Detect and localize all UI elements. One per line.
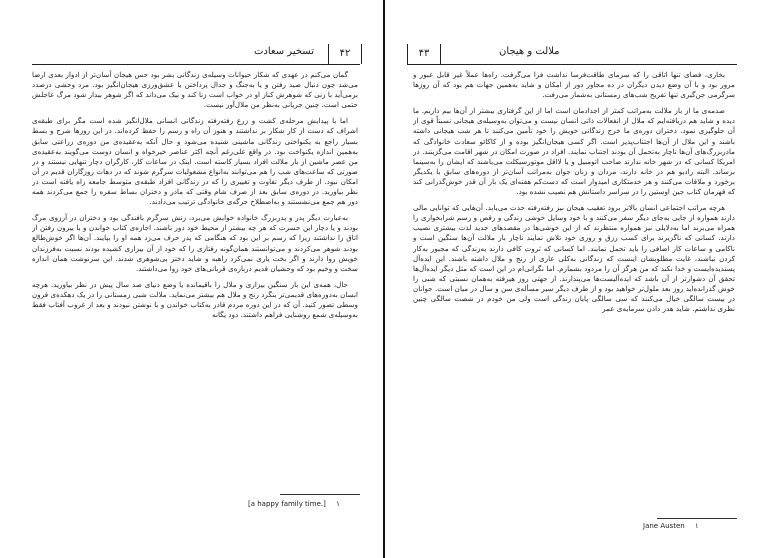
paragraph: گمان می‌کنم در عهدی که شکار حیوانات وسیله‌ی زندگانی بشر بود حس هیجان آسان‌تر از ادوار بعدی ارضا می‌شد چون دنبال صید رفتن و یا به‌جنگ و جدال پرداختن یا عشق‌ورزی هیجان‌انگیز بود. مرد وحشی درصدد برمی‌آید با زنی که شوهرش کنار او در خواب است زنا کند و نیک می‌داند که اگر شوهر بیدار شود مرگ عاجلش حتمی است. چنین جریانی به‌نظر من ملال‌آور نیست. [32, 70, 358, 110]
right-running-header [407, 44, 737, 65]
left-page-number: ۴۲ [328, 44, 362, 64]
footnote-number: ۱ [336, 500, 340, 508]
footnote-text: [a happy family time.] [248, 500, 326, 508]
paragraph: هرچه مراتب اجتماعی انسان بالاتر برود تعقیب هیجان نیز رفته‌رفته حدت می‌یابد. آن‌هایی که توانایی مالی دارند همواره از جایی به‌جای دیگر سفر می‌کنند و با خود وسایل خوشی زندگی و رقص و رسم شرابخواری را همراه می‌برند اما به‌دلایلی نیز همواره منتظرند که از این خوشی‌ها در مقصدهای جدید لذت بیشتری نصیب دارند. کسانی که ناگزیرند برای کسب رزق و روزی خود تلاش نمایند ناچار بار ملالت آن‌ها سنگین است و ناکامی و ساعات کار اضافی را باید تحمل نمایند. اما کسانی که ثروت کافی دارند به‌زندگی که مجبور به‌کار کردن نباشند، غایت مطلوبشان اینست که زندگانی به‌کلی عاری از رنج و ملال داشته باشند. این ایده‌آل پسندیده‌ایست و خدا نکند که من هرگز آن را مردود بشمارم. اما نگرانی‌ام در این است که مثل دیگر ایده‌آل‌ها تحقق آن دشوارتر از آن باشد که ایده‌آلیست‌ها می‌پندارند. از جهتی روز هیرفته به‌همان نسبتی که شبی را خوش گذرانده‌اید روز بعد ملول‌تر خواهید بود و از طرف دیگر سیر مسأله‌ی سن و سال در میان است. جوانان در بیست سالگی خیال می‌کنند که سی سالگی پایان زندگی است ولی من خودم در شصت سالگی چنین نظری نداشتم. شاید هدر دادن سرمایه‌ی عمر [413, 203, 735, 314]
footnote-text: Jane Austen [643, 522, 685, 530]
paragraph: حال، همه‌ی این بار سنگین بیزاری و ملال را باقیمانده یا وضع دنیای صد سال پیش در نظر بیاورید. هرچه انسان به‌دوره‌های قدیمی‌تر بنگرد رنج و ملال هم بیشتر می‌نماید. ملالت شبی زمستانی را در یک دهکده‌ی قرون وسطی تصور کنید. آن که در این دوره مردم قادر به‌کتاب خواندن و یا نوشتن نبودند و بعد از غروب آفتاب فقط به‌وسیله‌ی شمع روشنایی فراهم داشتند. دود یگانه [32, 279, 358, 320]
right-header-title: ملالت و هیجان [499, 46, 560, 57]
left-footnote [248, 499, 340, 509]
right-page [385, 0, 768, 558]
footnote-divider [657, 518, 737, 519]
left-page [0, 0, 383, 558]
paragraph: اما با پیدایش مرحله‌ی کشت و زرع رفته‌رفته زندگانی انسانی ملال‌انگیز شده است مگر برای طبقه‌ی اشراف که دست از کار شکار بر نداشتند و هنوز آن راه و رسم را حفظ کرده‌اند. در این روزها شرح و بسط بسیار راجع به یکنواختی زندگانی ماشینی شنیده می‌شود و حال آنکه به‌عقیده‌ی من دوره‌ی زراعتی سابق به‌همین اندازه یکنواخت بود. در واقع علی‌رغم آنچه اکثر عناصر خیرخواه و انسان دوست می‌گویند به‌عقیده‌ی من عصر ماشین از بار ملالت افراد بسیار کاسته است. اینک در ساعات کار، کارگران دچار تنهایی نیستند و در صورتی که ساعت‌های شب را هم می‌توانند به‌انواع مشغولیات سرگرم شوند که در دهات روزگاران قدیم در آن امکان نبود. از طرف دیگر تفاوت و تغییری را که در زندگانی افراد طبقه‌ی متوسط جامعه راه یافته است در نظر بیاورید. در دوره‌ی سابق بعد از صرف شام وقتی که مادر و دختران بساط سفره را جمع می‌کردند همه دور هم جمع می‌نشستند و به‌اصطلاح جرگه‌ی خانوادگی ترتیب می‌دادند. [32, 116, 358, 207]
paragraph: به‌عبارت دیگر پدر و پدربزرگ خانواده خوابش می‌برد، زنش سرگرم بافندگی بود و دختران در آرزوی مرگ بودند و یا دچار این حسرت که هر چه بیشتر از محیط خود دور باشند. اجازه‌ی کتاب خواندن و یا بیرون رفتن از اتاق را نداشتند زیرا که رسم بر این بود که هنگامی که پدر حرف می‌زد همه او را بپایند. آن‌ها اگر خوش‌طالع بودند شوهر می‌کردند و می‌توانستند همان‌گونه رفتاری را که خود از آن بیزاری کشیده بودند نسبت به‌فرزندان خویش روا دارند و اگر بخت یاری نمی‌کرد راهبه و شاید دختر بی‌شوهری شدند. این سرنوشت همان اندازه سخت و وخیم بود که وحشیان قدیم درباره‌ی قربانی‌های خود روا می‌داشتند. [32, 213, 358, 273]
footnote-divider [280, 494, 360, 495]
paragraph: بخاری، فضای تنها اتاقی را که سرمای طاقت‌فرسا نداشت فرا می‌گرفت. راه‌ها عملاً غیر قابل عبور و مرور بود و با آن وضع دیدن دیگران در ده مجاور دور از امکان و شاید به‌همین جهات هم بود که آن روزها سرگرمی جن‌گیری تنها تفریح شب‌های زمستانی به‌شمار می‌رفت. [413, 70, 735, 100]
left-running-header [32, 44, 360, 65]
right-body-text [413, 70, 735, 510]
left-header-title: تسخیر سعادت [254, 46, 314, 57]
right-footnote [643, 521, 699, 531]
right-page-number: ۴۳ [407, 44, 441, 64]
left-body-text [32, 70, 358, 465]
paragraph: صدمه‌ی ما از بار ملالت به‌مراتب کمتر از اجدادمان است اما از این گرفتاری بیشتر از آن‌ها بیم داریم. ما دیده و شاید هم دریافته‌ایم که ملال از انفعالات ذاتی انسان نیست و می‌توان به‌وسیله‌ی هیجانی نسبتاً قوی از آن جلوگیری نمود. دختران دوره‌ی ما خرج زندگانی خویش را خود تأمین می‌کنند تا هر شب هیجانی داشته باشند و این ملال از آن‌ها اجتناب‌پذیر است. اگر کسی هیجان‌انگیز بوده و از کاکائو سعادت خانوادگی که مادربزرگ‌های آن‌ها ناچار به‌تحمل آن بودند اجتناب نمایند. افراد در صورت امکان در شهر اقامت می‌گزینند. در امریکا کسانی که در شهر خانه ندارند صاحب اتومبیل و یا لااقل موتورسیکلت می‌باشند که ایشان را به‌سینما برساند. البته رادیو هم در خانه دارند، مردان و زنان جوان به‌مراتب آسان‌تر از دوره‌های سابق با یکدیگر برخورد و ملاقات می‌کنند و هر خدمتکاری امیدوار است که دست‌کم هفته‌ای یک بار آن قدر خوش‌گذرانی کند که قهرمان کتاب جین اوستین را در سراسر داستانش هم نصیب نشده بود. [413, 106, 735, 197]
footnote-number: ۱ [694, 522, 699, 530]
